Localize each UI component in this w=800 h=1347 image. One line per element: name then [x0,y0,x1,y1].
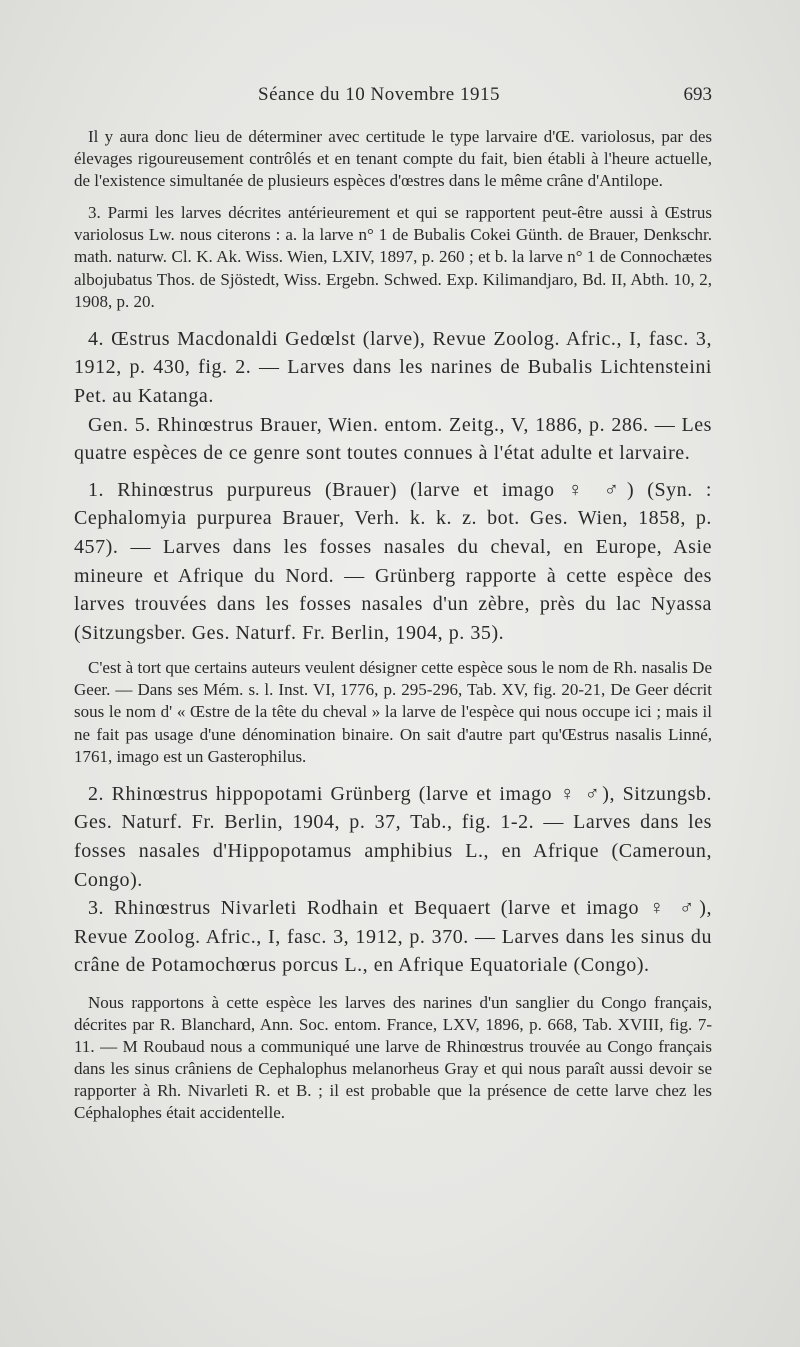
running-title: Séance du 10 Novembre 1915 [258,84,500,105]
paragraph-rhinoestrus-purpureus: 1. Rhinœstrus purpureus (Brauer) (larve et imago ♀ ♂) (Syn. : Cephalomyia purpurea Brauer, Verh. k. k. z. bot. Ges. Wien, 1858, p. 457). — Larves dans les fosses nasales du cheval, en Europe, Asie mineure et Afrique du Nord. — Grünberg rapporte à cette espèce des larves trouvées dans les fosses nasales d'un zèbre, près du lac Nyassa (Sitzungsber. Ges. Naturf. Fr. Berlin, 1904, p. 35). [74,478,712,644]
paragraph-earlier-larvae: 3. Parmi les larves décrites antérieurement et qui se rapportent peut-être aussi à Œstrus variolosus Lw. nous citerons : a. la larve n° 1 de Bubalis Cokei Günth. de Brauer, Denkschr. math. naturw. Cl. K. Ak. Wiss. Wien, LXIV, 1897, p. 260 ; et b. la larve n° 1 de Connochætes albojubatus Thos. de Sjöstedt, Wiss. Ergebn. Schwed. Exp. Kilimandjaro, Bd. II, Abth. 10, 2, 1908, p. 20. [74,203,712,311]
page-body [74,126,712,1124]
paragraph-rhinoestrus-hippopotami: 2. Rhinœstrus hippopotami Grünberg (larve et imago ♀ ♂), Sitzungsb. Ges. Naturf. Fr. Berlin, 1904, p. 37, Tab., fig. 1-2. — Larves dans les fosses nasales d'Hippopotamus amphibius L., en Afrique (Cameroun, Congo). [74,782,712,891]
page-number: 693 [683,84,712,105]
paragraph-variolosus-note: Il y aura donc lieu de déterminer avec certitude le type larvaire d'Œ. variolosus, par des élevages rigoureusement contrôlés et en tenant compte du fait, bien établi à l'heure actuelle, de l'existence simultanée de plusieurs espèces d'œstres dans le même crâne d'Antilope. [74,127,712,191]
paragraph-congo-larvae: Nous rapportons à cette espèce les larves des narines d'un sanglier du Congo français, décrites par R. Blanchard, Ann. Soc. entom. France, LXV, 1896, p. 668, Tab. XVIII, fig. 7-11. — M Roubaud nous a communiqué une larve de Rhinœstrus trouvée au Congo français dans les sinus crâniens de Cephalophus melanorheus Gray et qui nous paraît aussi devoir se rapporter à Rh. Nivarleti R. et B. ; il est probable que la présence de cette larve chez les Céphalophes était accidentelle. [74,992,712,1123]
paragraph-nasalis-remark: C'est à tort que certains auteurs veulent désigner cette espèce sous le nom de Rh. nasalis De Geer. — Dans ses Mém. s. l. Inst. VI, 1776, p. 295-296, Tab. XV, fig. 20-21, De Geer décrit sous le nom d' « Œstre de la tête du cheval » la larve de l'espèce qui nous occupe ici ; mais il ne fait pas usage d'une dénomination binaire. On sait d'autre part qu'Œstrus nasalis Linné, 1761, imago est un Gasterophilus. [74,658,712,766]
paragraph-rhinoestrus-nivarleti: 3. Rhinœstrus Nivarleti Rodhain et Bequaert (larve et imago ♀ ♂), Revue Zoolog. Afric., I, fasc. 3, 1912, p. 370. — Larves dans les sinus du crâne de Potamochœrus porcus L., en Afrique Equatoriale (Congo). [74,897,712,977]
page-header [0,84,800,114]
paragraph-oestrus-macdonaldi: 4. Œstrus Macdonaldi Gedœlst (larve), Revue Zoolog. Afric., I, fasc. 3, 1912, p. 430, fig. 2. — Larves dans les narines de Bubalis Lichtensteini Pet. au Katanga. [74,327,712,407]
paragraph-genus-rhinoestrus: Gen. 5. Rhinœstrus Brauer, Wien. entom. Zeitg., V, 1886, p. 286. — Les quatre espèces de ce genre sont toutes connues à l'état adulte et larvaire. [74,413,712,465]
